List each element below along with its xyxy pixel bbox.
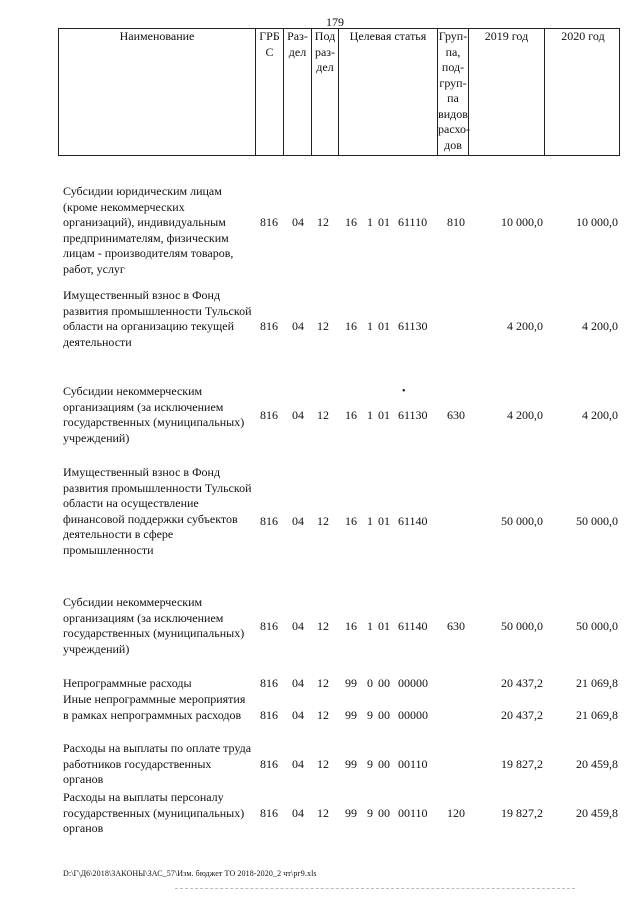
- row-cs-subprogram: 1: [367, 408, 373, 422]
- row-razdel: 04: [292, 619, 304, 633]
- row-2020: 20 459,8: [576, 757, 618, 771]
- row-grbs: 816: [260, 319, 278, 333]
- row-cs-event: 01: [378, 408, 390, 422]
- row-cs-direction: 61130: [398, 319, 428, 333]
- header-podrazdel-line: дел: [316, 60, 334, 74]
- header-razdel-line: Раз-: [287, 29, 308, 43]
- row-cs-subprogram: 1: [367, 514, 373, 528]
- row-cs-direction: 61110: [398, 215, 428, 229]
- row-gruppa: 120: [447, 806, 465, 820]
- row-cs-direction: 61140: [398, 514, 428, 528]
- row-podrazdel: 12: [317, 708, 329, 722]
- row-name: Субсидии некоммерческим организациям (за исключением государственных (муниципальных) учреждений): [63, 384, 245, 445]
- header-podrazdel-line: Под: [314, 29, 336, 43]
- row-cs-program: 99: [345, 708, 357, 722]
- row-grbs: 816: [260, 806, 278, 820]
- row-cs-program: 16: [345, 408, 357, 422]
- row-razdel: 04: [292, 514, 304, 528]
- header-gruppa-line: груп-: [439, 75, 467, 90]
- row-razdel: 04: [292, 215, 304, 229]
- row-razdel: 04: [292, 319, 304, 333]
- row-cs-program: 99: [345, 757, 357, 771]
- scan-noise-line: [175, 888, 575, 889]
- row-name: Непрограммные расходы: [63, 676, 192, 690]
- row-2019: 19 827,2: [501, 757, 543, 771]
- row-2020: 4 200,0: [582, 408, 618, 422]
- row-grbs: 816: [260, 708, 278, 722]
- header-podrazdel-line: раз-: [314, 44, 336, 59]
- row-name: Субсидии некоммерческим организациям (за исключением государственных (муниципальных) учреждений): [63, 595, 245, 656]
- row-2019: 20 437,2: [501, 708, 543, 722]
- row-razdel: 04: [292, 708, 304, 722]
- header-2019-label: 2019 год: [484, 29, 529, 43]
- row-cs-event: 00: [378, 757, 390, 771]
- row-podrazdel: 12: [317, 806, 329, 820]
- row-cs-event: 01: [378, 619, 390, 633]
- row-cs-subprogram: 9: [367, 757, 373, 771]
- header-razdel-line: дел: [288, 44, 307, 59]
- row-cs-program: 99: [345, 676, 357, 690]
- row-2020: 4 200,0: [582, 319, 618, 333]
- row-razdel: 04: [292, 408, 304, 422]
- row-cs-direction: 61140: [398, 619, 428, 633]
- row-2019: 50 000,0: [501, 619, 543, 633]
- row-cs-subprogram: 1: [367, 619, 373, 633]
- row-podrazdel: 12: [317, 676, 329, 690]
- header-2019: [468, 29, 544, 155]
- row-cs-program: 99: [345, 806, 357, 820]
- row-cs-subprogram: 1: [367, 215, 373, 229]
- header-gruppa-line: па,: [445, 44, 461, 59]
- header-grbs: [255, 29, 283, 155]
- row-podrazdel: 12: [317, 408, 329, 422]
- header-gruppa-line: под-: [441, 60, 465, 74]
- row-2019: 4 200,0: [507, 319, 543, 333]
- row-name: Расходы на выплаты по оплате труда работников государственных органов: [63, 741, 252, 786]
- row-cs-program: 16: [345, 619, 357, 633]
- row-2020: 21 069,8: [576, 708, 618, 722]
- row-podrazdel: 12: [317, 757, 329, 771]
- row-cs-event: 01: [378, 319, 390, 333]
- row-cs-event: 01: [378, 514, 390, 528]
- header-2020: [544, 29, 621, 155]
- header-cel-statya: [338, 29, 437, 155]
- row-gruppa: 810: [447, 215, 465, 229]
- row-razdel: 04: [292, 676, 304, 690]
- row-2020: 21 069,8: [576, 676, 618, 690]
- row-cs-direction: 00110: [398, 757, 428, 771]
- header-gruppa-line: дов: [444, 137, 462, 152]
- row-razdel: 04: [292, 806, 304, 820]
- header-cel-statya-label: Целевая статья: [349, 29, 427, 43]
- header-gruppa-line: видов: [438, 106, 468, 121]
- row-grbs: 816: [260, 757, 278, 771]
- row-podrazdel: 12: [317, 619, 329, 633]
- row-2020: 50 000,0: [576, 619, 618, 633]
- page-number: 179: [326, 15, 344, 29]
- row-cs-subprogram: 9: [367, 806, 373, 820]
- header-gruppa-line: Груп-: [438, 29, 468, 43]
- row-name: Имущественный взнос в Фонд развития промышленности Тульской области на организацию текущей деятельности: [63, 288, 252, 349]
- row-grbs: 816: [260, 514, 278, 528]
- header-gruppa-line: па: [447, 91, 459, 105]
- row-2020: 10 000,0: [576, 215, 618, 229]
- row-gruppa: 630: [447, 619, 465, 633]
- row-cs-program: 16: [345, 319, 357, 333]
- row-cs-direction: 00110: [398, 806, 428, 820]
- header-2020-label: 2020 год: [561, 29, 605, 43]
- header-podrazdel: [311, 29, 338, 155]
- header-name-label: Наименование: [119, 29, 195, 43]
- row-2019: 4 200,0: [507, 408, 543, 422]
- row-cs-event: 00: [378, 708, 390, 722]
- row-cs-subprogram: 0: [367, 676, 373, 690]
- row-cs-direction: 00000: [398, 708, 428, 722]
- footer-file-path: D:\Г\Д6\2018\ЗАКОНЫ\ЗАС_57\Изм. бюджет ТО 2018-2020_2 чт\рг9.xls: [63, 869, 317, 878]
- row-2020: 20 459,8: [576, 806, 618, 820]
- row-2019: 20 437,2: [501, 676, 543, 690]
- row-name: Субсидии юридическим лицам (кроме некоммерческих организаций), индивидуальным предпринимателям, физическим лицам - производителям товаров, работ, услуг: [63, 184, 234, 276]
- row-cs-subprogram: 9: [367, 708, 373, 722]
- row-razdel: 04: [292, 757, 304, 771]
- header-name: [59, 29, 255, 155]
- row-grbs: 816: [260, 676, 278, 690]
- row-2019: 19 827,2: [501, 806, 543, 820]
- header-razdel: [283, 29, 311, 155]
- row-grbs: 816: [260, 215, 278, 229]
- row-name: Имущественный взнос в Фонд развития промышленности Тульской области на осуществление финансовой поддержки субъектов деятельности в сфере промышленности: [63, 465, 252, 557]
- row-cs-event: 00: [378, 806, 390, 820]
- row-2019: 10 000,0: [501, 215, 543, 229]
- row-cs-direction: 00000: [398, 676, 428, 690]
- row-cs-direction: 61130: [398, 408, 428, 422]
- row-podrazdel: 12: [317, 215, 329, 229]
- table-header: [58, 28, 620, 156]
- header-gruppa-line: расхо-: [438, 122, 471, 136]
- header-grbs-line: С: [265, 44, 274, 59]
- row-name: Иные непрограммные мероприятия в рамках непрограммных расходов: [63, 692, 246, 722]
- row-grbs: 816: [260, 408, 278, 422]
- row-name: Расходы на выплаты персоналу государственных (муниципальных) органов: [63, 790, 245, 835]
- row-grbs: 816: [260, 619, 278, 633]
- header-grbs-line: ГРБ: [259, 29, 280, 43]
- row-cs-event: 00: [378, 676, 390, 690]
- row-2019: 50 000,0: [501, 514, 543, 528]
- row-2020: 50 000,0: [576, 514, 618, 528]
- row-podrazdel: 12: [317, 319, 329, 333]
- row-podrazdel: 12: [317, 514, 329, 528]
- row-gruppa: 630: [447, 408, 465, 422]
- scan-speck: •: [402, 386, 406, 397]
- row-cs-program: 16: [345, 514, 357, 528]
- header-gruppa: [437, 29, 471, 155]
- row-cs-subprogram: 1: [367, 319, 373, 333]
- row-cs-program: 16: [345, 215, 357, 229]
- row-cs-event: 01: [378, 215, 390, 229]
